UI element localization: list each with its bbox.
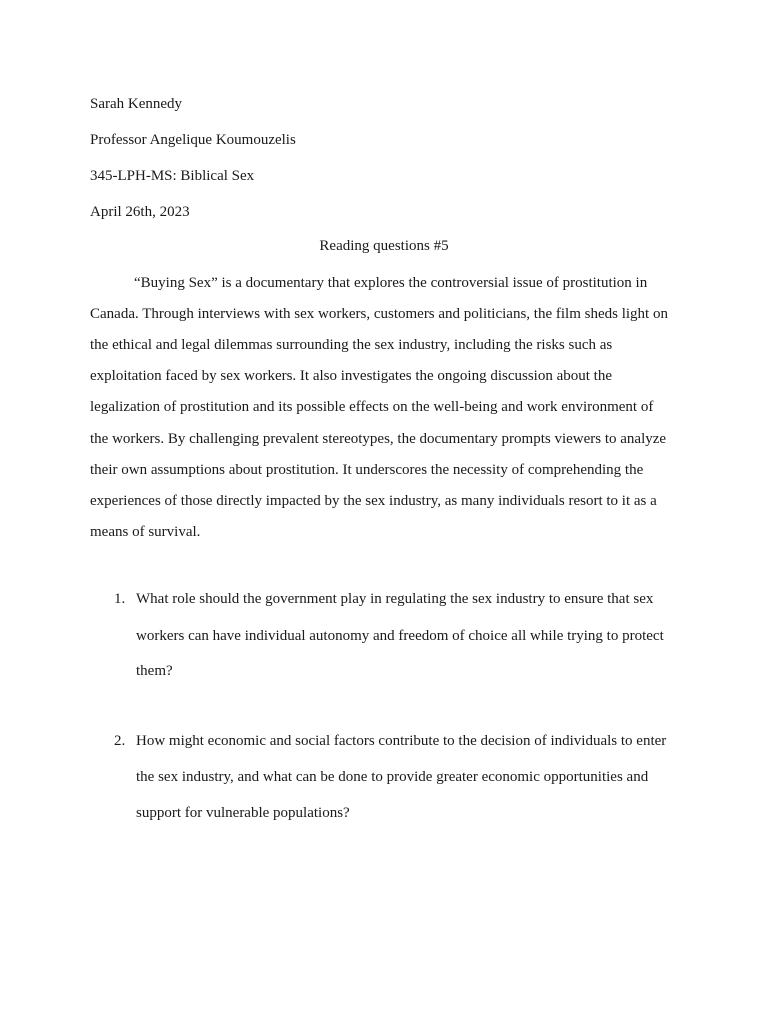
paragraph-line: their own assumptions about prostitution. It underscores the necessity of comprehending the (90, 462, 644, 478)
paragraph-line: the ethical and legal dilemmas surrounding the sex industry, including the risks such as (90, 337, 613, 353)
question-number: 1. (114, 591, 126, 607)
question-line: How might economic and social factors contribute to the decision of individuals to enter (136, 733, 667, 749)
paragraph-line: experiences of those directly impacted by the sex industry, as many individuals resort to it as a (90, 493, 657, 509)
question-line: them? (136, 663, 173, 679)
professor-name: Professor Angelique Koumouzelis (90, 132, 296, 148)
question-number: 2. (114, 733, 126, 749)
page-title: Reading questions #5 (319, 238, 449, 254)
course-name: 345-LPH-MS: Biblical Sex (90, 168, 255, 184)
paragraph-line: “Buying Sex” is a documentary that explores the controversial issue of prostitution in (134, 275, 648, 291)
question-line: workers can have individual autonomy and freedom of choice all while trying to protect (136, 628, 664, 644)
paragraph-line: means of survival. (90, 524, 201, 540)
paragraph-line: the workers. By challenging prevalent stereotypes, the documentary prompts viewers to analyze (90, 431, 667, 447)
student-name: Sarah Kennedy (90, 96, 183, 112)
question-line: What role should the government play in regulating the sex industry to ensure that sex (136, 591, 654, 607)
question-line: the sex industry, and what can be done to provide greater economic opportunities and (136, 769, 649, 785)
paragraph-line: exploitation faced by sex workers. It also investigates the ongoing discussion about the (90, 368, 612, 384)
paragraph-line: Canada. Through interviews with sex workers, customers and politicians, the film sheds light on (90, 306, 668, 322)
paragraph-line: legalization of prostitution and its possible effects on the well-being and work environment of (90, 399, 654, 415)
question-line: support for vulnerable populations? (136, 805, 350, 821)
document-date: April 26th, 2023 (90, 204, 190, 220)
